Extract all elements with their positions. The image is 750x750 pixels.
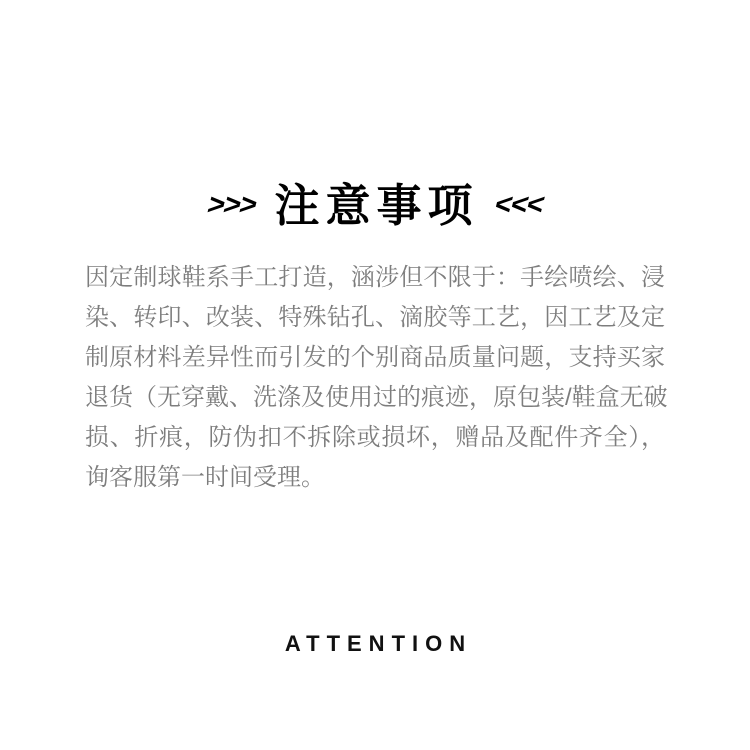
notice-line: 损、折痕，防伪扣不拆除或损坏，赠品及配件齐全），	[85, 424, 665, 451]
title-text: 注意事项	[274, 180, 479, 231]
notice-line: 制原材料差异性而引发的个别商品质量问题，支持买家	[85, 344, 665, 371]
attention-label: ATTENTION	[284, 631, 473, 656]
chevrons-left-icon: <<<	[490, 189, 547, 222]
chevrons-right-icon: >>>	[203, 189, 260, 222]
notice-line: 因定制球鞋系手工打造，涵涉但不限于：手绘喷绘、浸	[85, 264, 665, 291]
notice-line: 染、转印、改装、特殊钻孔、滴胶等工艺，因工艺及定	[85, 304, 665, 331]
notice-line: 询客服第一时间受理。	[85, 464, 325, 491]
notice-paragraph	[85, 258, 668, 498]
notice-line: 退货（无穿戴、洗涤及使用过的痕迹，原包装/鞋盒无破	[85, 384, 668, 411]
page-title	[0, 181, 750, 231]
